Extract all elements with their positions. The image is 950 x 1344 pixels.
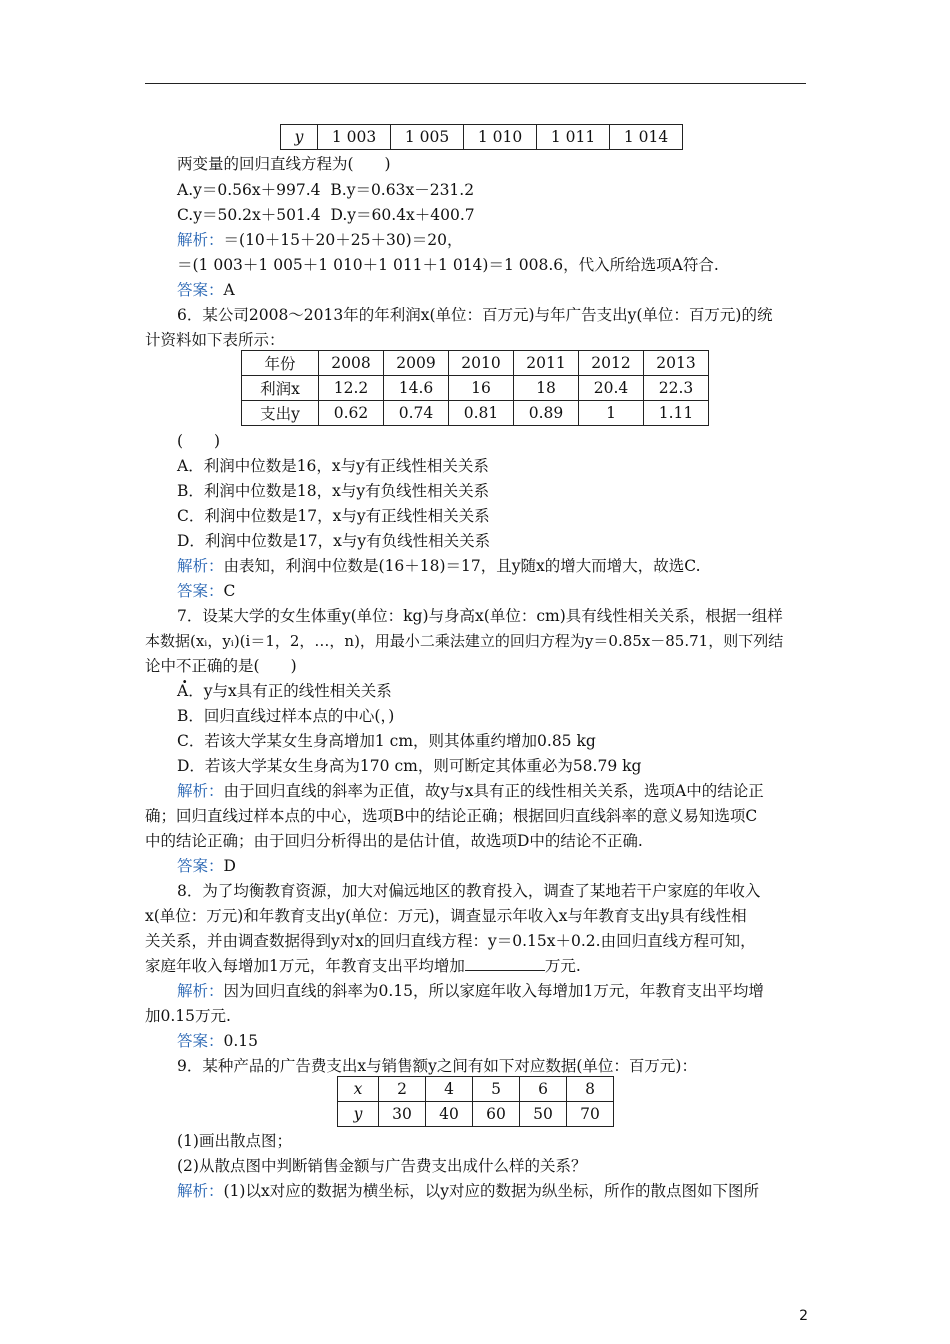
page-number: 2 bbox=[799, 1308, 808, 1324]
table-cell: x bbox=[338, 1077, 379, 1102]
q7-jiexi-text-2: 确；回归直线过样本点的中心，选项B中的结论正确；根据回归直线斜率的意义易知选项C bbox=[145, 807, 758, 825]
table-cell: 1 003 bbox=[318, 125, 391, 150]
table-row bbox=[281, 125, 683, 150]
q8-answer-value: 0.15 bbox=[223, 1032, 259, 1050]
answer-label: 答案： bbox=[177, 281, 224, 299]
q6-option-a: A．利润中位数是16，x与y有正线性相关关系 bbox=[177, 457, 489, 475]
jiexi-label: 解析： bbox=[177, 982, 224, 1000]
q8-jiexi bbox=[177, 980, 842, 1002]
q8-stem-1: 8．为了均衡教育资源，加大对偏远地区的教育投入，调查了某地若干户家庭的年收入 bbox=[177, 882, 761, 900]
table-cell: 0.74 bbox=[384, 401, 449, 426]
table-cell: 2010 bbox=[449, 351, 514, 376]
q6-stem-1: 6．某公司2008～2013年的年利润x(单位：百万元)与年广告支出y(单位：百万元)的统 bbox=[177, 306, 773, 324]
fill-blank bbox=[465, 956, 545, 971]
jiexi-label: 解析： bbox=[177, 231, 224, 249]
table-cell: 2013 bbox=[644, 351, 709, 376]
table-row bbox=[242, 376, 709, 401]
table-cell: 支出y bbox=[242, 401, 319, 426]
table-cell: 0.81 bbox=[449, 401, 514, 426]
table-cell: 70 bbox=[567, 1102, 614, 1127]
q6-answer bbox=[177, 580, 842, 602]
q9-stem: 9．某种产品的广告费支出x与销售额y之间有如下对应数据(单位：百万元)： bbox=[177, 1057, 697, 1075]
table-cell: 20.4 bbox=[579, 376, 644, 401]
q8-stem-4a: 家庭年收入每增加1万元，年教育支出平均增加 bbox=[145, 957, 465, 975]
q7-stem-1: 7．设某大学的女生体重y(单位：kg)与身高x(单位：cm)具有线性相关关系，根据一组样 bbox=[177, 607, 783, 625]
q8-answer bbox=[177, 1030, 842, 1052]
table-cell: 0.62 bbox=[319, 401, 384, 426]
answer-label: 答案： bbox=[177, 857, 224, 875]
q5-y-table bbox=[280, 124, 683, 150]
table-cell: 30 bbox=[379, 1102, 426, 1127]
table-cell: 2 bbox=[379, 1077, 426, 1102]
table-row bbox=[242, 351, 709, 376]
answer-label: 答案： bbox=[177, 582, 224, 600]
q7-option-c: C．若该大学某女生身高增加1 cm，则其体重约增加0.85 kg bbox=[177, 732, 596, 750]
q7-option-b: B．回归直线过样本点的中心(，) bbox=[177, 707, 395, 725]
jiexi-label: 解析： bbox=[177, 782, 224, 800]
table-row bbox=[242, 401, 709, 426]
table-cell: 40 bbox=[426, 1102, 473, 1127]
table-cell: 年份 bbox=[242, 351, 319, 376]
table-cell: 1 bbox=[579, 401, 644, 426]
q7-stem-3 bbox=[145, 655, 810, 677]
q7-option-d: D．若该大学某女生身高为170 cm，则可断定其体重必为58.79 kg bbox=[177, 757, 642, 775]
answer-label: 答案： bbox=[177, 1032, 224, 1050]
q5-options-ab bbox=[177, 179, 842, 201]
q7-jiexi-text-3: 中的结论正确；由于回归分析得出的是估计值，故选项D中的结论不正确. bbox=[145, 832, 643, 850]
jiexi-label: 解析： bbox=[177, 1182, 224, 1200]
q8-jiexi-text-1: 因为回归直线的斜率为0.15，所以家庭年收入每增加1万元，年教育支出平均增 bbox=[223, 982, 764, 1000]
q7-jiexi bbox=[177, 780, 842, 802]
q5-jiexi bbox=[177, 229, 842, 251]
q5-jiexi-text-2: ＝(1 003＋1 005＋1 010＋1 011＋1 014)＝1 008.6，代入所给选项A符合. bbox=[177, 256, 719, 274]
table-cell: 6 bbox=[520, 1077, 567, 1102]
q6-answer-value: C bbox=[223, 582, 236, 600]
q9-jiexi bbox=[177, 1180, 842, 1202]
q7-answer-value: D bbox=[223, 857, 236, 875]
q7-option-a: A．y与x具有正的线性相关关系 bbox=[177, 682, 392, 700]
table-cell: 18 bbox=[514, 376, 579, 401]
table-cell: 1.11 bbox=[644, 401, 709, 426]
q5-jiexi-text-1: ＝(10＋15＋20＋25＋30)＝20， bbox=[223, 231, 463, 249]
q5-stem: 两变量的回归直线方程为( ) bbox=[177, 155, 391, 173]
q5-answer-value: A bbox=[223, 281, 235, 299]
q7-stem-3a: 论中 bbox=[145, 657, 177, 675]
q5-option-d: D.y＝60.4x＋400.7 bbox=[330, 206, 475, 224]
q7-stem-2: 本数据(xᵢ，yᵢ)(i＝1，2，…，n)，用最小二乘法建立的回归方程为y＝0.85x－85.71，则下列结 bbox=[145, 632, 784, 650]
table-cell: 1 005 bbox=[391, 125, 464, 150]
q9-jiexi-text: (1)以x对应的数据为横坐标，以y对应的数据为纵坐标，所作的散点图如下图所 bbox=[223, 1182, 759, 1200]
q6-stem-2: 计资料如下表所示： bbox=[145, 331, 285, 349]
q9-table bbox=[337, 1076, 614, 1127]
header-rule bbox=[145, 83, 806, 84]
q7-answer bbox=[177, 855, 842, 877]
table-cell: 2011 bbox=[514, 351, 579, 376]
table-cell: 1 014 bbox=[610, 125, 683, 150]
q6-paren: ( ) bbox=[177, 432, 221, 450]
q8-stem-2: x(单位：万元)和年教育支出y(单位：万元)，调查显示年收入x与年教育支出y具有线性相 bbox=[145, 907, 747, 925]
q8-stem-4 bbox=[145, 955, 810, 977]
table-cell: y bbox=[281, 125, 318, 150]
q7-jiexi-text-1: 由于回归直线的斜率为正值，故y与x具有正的线性相关关系，选项A中的结论正 bbox=[223, 782, 764, 800]
table-cell: 利润x bbox=[242, 376, 319, 401]
q5-option-c: C.y＝50.2x＋501.4 bbox=[177, 206, 321, 224]
table-cell: 60 bbox=[473, 1102, 520, 1127]
table-cell: 8 bbox=[567, 1077, 614, 1102]
table-cell: 16 bbox=[449, 376, 514, 401]
table-cell: 5 bbox=[473, 1077, 520, 1102]
q8-stem-4b: 万元. bbox=[544, 957, 581, 975]
q6-option-b: B．利润中位数是18，x与y有负线性相关关系 bbox=[177, 482, 490, 500]
table-row bbox=[338, 1077, 614, 1102]
q9-sub-2: (2)从散点图中判断销售金额与广告费支出成什么样的关系？ bbox=[177, 1157, 587, 1175]
q6-option-d: D．利润中位数是17，x与y有负线性相关关系 bbox=[177, 532, 491, 550]
q6-jiexi bbox=[177, 555, 842, 577]
q9-sub-1: (1)画出散点图； bbox=[177, 1132, 292, 1150]
q5-option-b: B.y＝0.63x－231.2 bbox=[330, 181, 475, 199]
table-cell: 14.6 bbox=[384, 376, 449, 401]
table-cell: y bbox=[338, 1102, 379, 1127]
table-cell: 1 011 bbox=[537, 125, 610, 150]
table-cell: 2008 bbox=[319, 351, 384, 376]
q5-option-a: A.y＝0.56x＋997.4 bbox=[177, 181, 321, 199]
table-cell: 22.3 bbox=[644, 376, 709, 401]
table-cell: 1 010 bbox=[464, 125, 537, 150]
q8-stem-3: 关关系，并由调查数据得到y对x的回归直线方程：y＝0.15x＋0.2.由回归直线方程可知， bbox=[145, 932, 756, 950]
q5-options-cd bbox=[177, 204, 842, 226]
q5-answer bbox=[177, 279, 842, 301]
table-cell: 2009 bbox=[384, 351, 449, 376]
table-cell: 0.89 bbox=[514, 401, 579, 426]
table-cell: 2012 bbox=[579, 351, 644, 376]
jiexi-label: 解析： bbox=[177, 557, 224, 575]
q6-table bbox=[241, 350, 709, 426]
q8-jiexi-text-2: 加0.15万元. bbox=[145, 1007, 231, 1025]
q6-jiexi-text: 由表知，利润中位数是(16＋18)＝17，且y随x的增大而增大，故选C. bbox=[223, 557, 701, 575]
table-row bbox=[338, 1102, 614, 1127]
table-cell: 4 bbox=[426, 1077, 473, 1102]
q7-emphasis-not: 不 bbox=[176, 657, 192, 675]
table-cell: 50 bbox=[520, 1102, 567, 1127]
table-cell: 12.2 bbox=[319, 376, 384, 401]
q6-option-c: C．利润中位数是17，x与y有正线性相关关系 bbox=[177, 507, 490, 525]
q7-stem-3c: 正确的是( ) bbox=[191, 657, 297, 675]
